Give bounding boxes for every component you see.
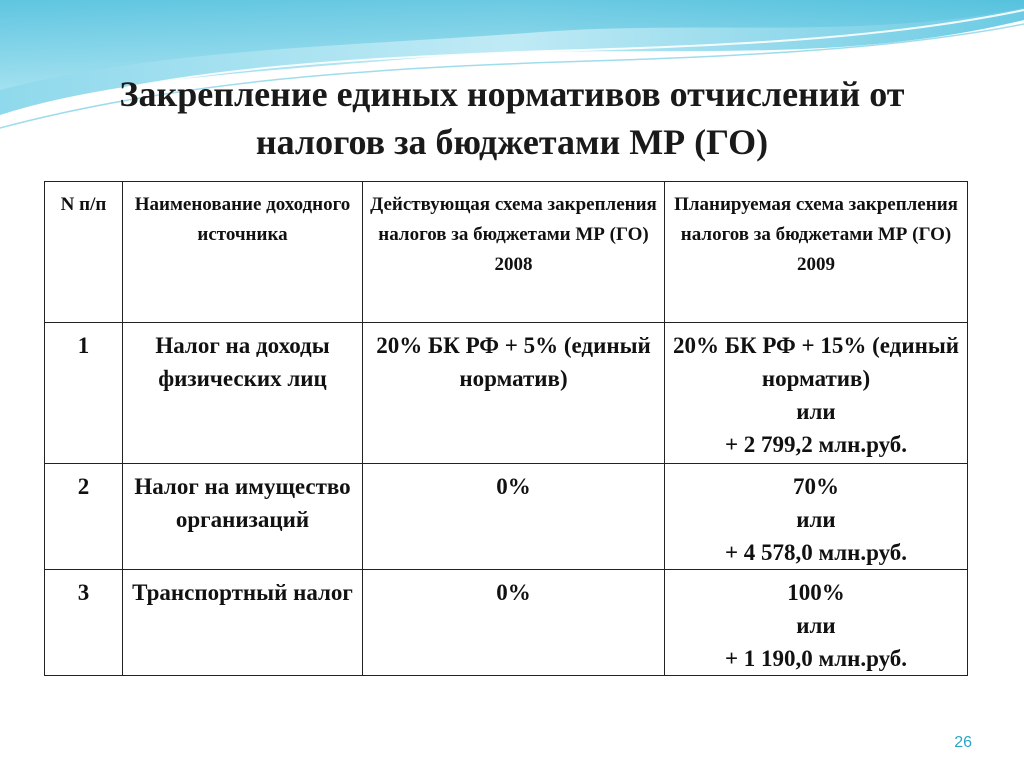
row-current: 0%: [363, 570, 665, 676]
table-row: [45, 323, 968, 464]
planned-or: или: [796, 399, 836, 424]
slide-title: [0, 70, 1024, 166]
header-planned: Планируемая схема закрепления налогов за бюджетами МР (ГО) 2009: [665, 182, 968, 323]
slide-title-line2: налогов за бюджетами МР (ГО): [255, 122, 769, 162]
planned-amount: + 4 578,0 млн.руб.: [724, 540, 908, 565]
planned-value: 20% БК РФ + 15% (единый норматив): [672, 333, 960, 391]
planned-or: или: [796, 507, 836, 532]
row-name: Транспортный налог: [123, 570, 363, 676]
header-current: Действующая схема закрепления налогов за бюджетами МР (ГО) 2008: [363, 182, 665, 323]
page-number: 26: [954, 734, 972, 751]
planned-amount: + 1 190,0 млн.руб.: [724, 646, 908, 671]
header-num: N п/п: [45, 182, 123, 323]
row-name: Налог на доходы физических лиц: [123, 323, 363, 464]
row-num: 1: [45, 323, 123, 464]
planned-value: 100%: [787, 580, 845, 605]
row-current: 20% БК РФ + 5% (единый норматив): [363, 323, 665, 464]
table-row: [45, 464, 968, 570]
planned-or: или: [796, 613, 836, 638]
row-planned: [665, 570, 968, 676]
row-current: 0%: [363, 464, 665, 570]
tax-allocation-table: [44, 181, 968, 676]
table-header-row: [45, 182, 968, 323]
row-num: 2: [45, 464, 123, 570]
slide-title-line1: Закрепление единых нормативов отчислений от: [119, 74, 905, 114]
row-name: Налог на имущество организаций: [123, 464, 363, 570]
row-planned: [665, 323, 968, 464]
row-num: 3: [45, 570, 123, 676]
header-name: Наименование доходного источника: [123, 182, 363, 323]
planned-amount: + 2 799,2 млн.руб.: [724, 432, 908, 457]
table-row: [45, 570, 968, 676]
planned-value: 70%: [793, 474, 839, 499]
row-planned: [665, 464, 968, 570]
